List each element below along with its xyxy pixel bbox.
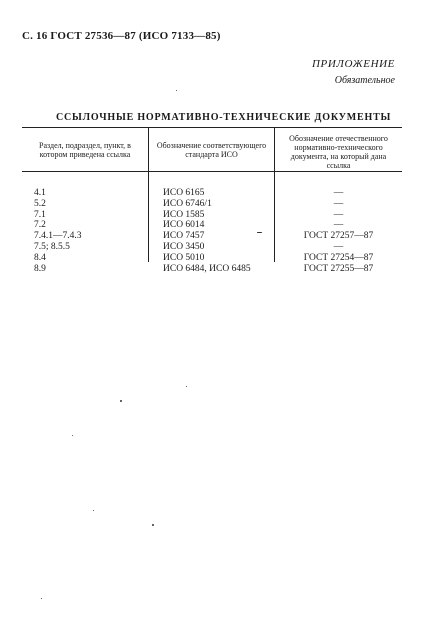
cell-iso: ИСО 6484, ИСО 6485: [163, 263, 251, 274]
scan-speck: [152, 524, 154, 526]
column-iso-standard: [148, 172, 274, 274]
cell-iso: ИСО 6746/1: [163, 198, 212, 209]
cell-section: 4.1: [34, 188, 46, 198]
cell-iso: ИСО 5010: [163, 252, 205, 263]
scan-speck: [72, 435, 73, 436]
cell-national: ГОСТ 27255—87: [303, 263, 374, 274]
cell-iso: ИСО 7457: [163, 231, 205, 242]
appendix-status: Обязательное: [334, 75, 395, 86]
scan-speck: [176, 90, 177, 91]
scan-speck: [41, 598, 42, 599]
cell-national: —: [333, 241, 344, 252]
cell-national: —: [333, 188, 344, 198]
cell-section: 7.5; 8.5.5: [34, 241, 70, 252]
table-header: [22, 128, 402, 172]
cell-national: —: [333, 209, 344, 220]
cell-national: ГОСТ 27254—87: [303, 252, 374, 263]
cell-section: 7.2: [34, 220, 46, 231]
scan-speck: [257, 232, 262, 233]
header-national-document: Обозначение отечественного нормативно-технического документа, на который дана ссылка: [274, 128, 402, 171]
appendix-label: ПРИЛОЖЕНИЕ: [312, 58, 395, 70]
appendix-block: [312, 58, 395, 86]
cell-section: 7.1: [34, 209, 46, 220]
cell-section: 8.9: [34, 263, 46, 274]
document-title: ССЫЛОЧНЫЕ НОРМАТИВНО-ТЕХНИЧЕСКИЕ ДОКУМЕНТЫ: [56, 112, 392, 123]
reference-table: [22, 127, 402, 274]
cell-national: —: [333, 198, 344, 209]
cell-iso: ИСО 6165: [163, 188, 205, 198]
header-section: Раздел, подраздел, пункт, в котором приведена ссылка: [39, 140, 131, 159]
header-iso-standard: Обозначение соответствующего стандарта ИСО: [148, 128, 274, 171]
scan-speck: [120, 400, 122, 402]
table-body: [22, 172, 402, 274]
cell-national: ГОСТ 27257—87: [303, 231, 374, 242]
cell-iso: ИСО 3450: [163, 241, 205, 252]
cell-section: 7.4.1—7.4.3: [34, 231, 82, 242]
scan-speck: [186, 386, 187, 387]
page-header: С. 16 ГОСТ 27536—87 (ИСО 7133—85): [22, 30, 221, 42]
cell-national: —: [333, 220, 344, 231]
cell-section: 5.2: [34, 198, 46, 209]
cell-section: 8.4: [34, 252, 46, 263]
column-national-document: [274, 172, 402, 274]
cell-iso: ИСО 6014: [163, 220, 205, 231]
cell-iso: ИСО 1585: [163, 209, 205, 220]
column-section: [22, 172, 148, 274]
scan-speck: [93, 510, 94, 511]
